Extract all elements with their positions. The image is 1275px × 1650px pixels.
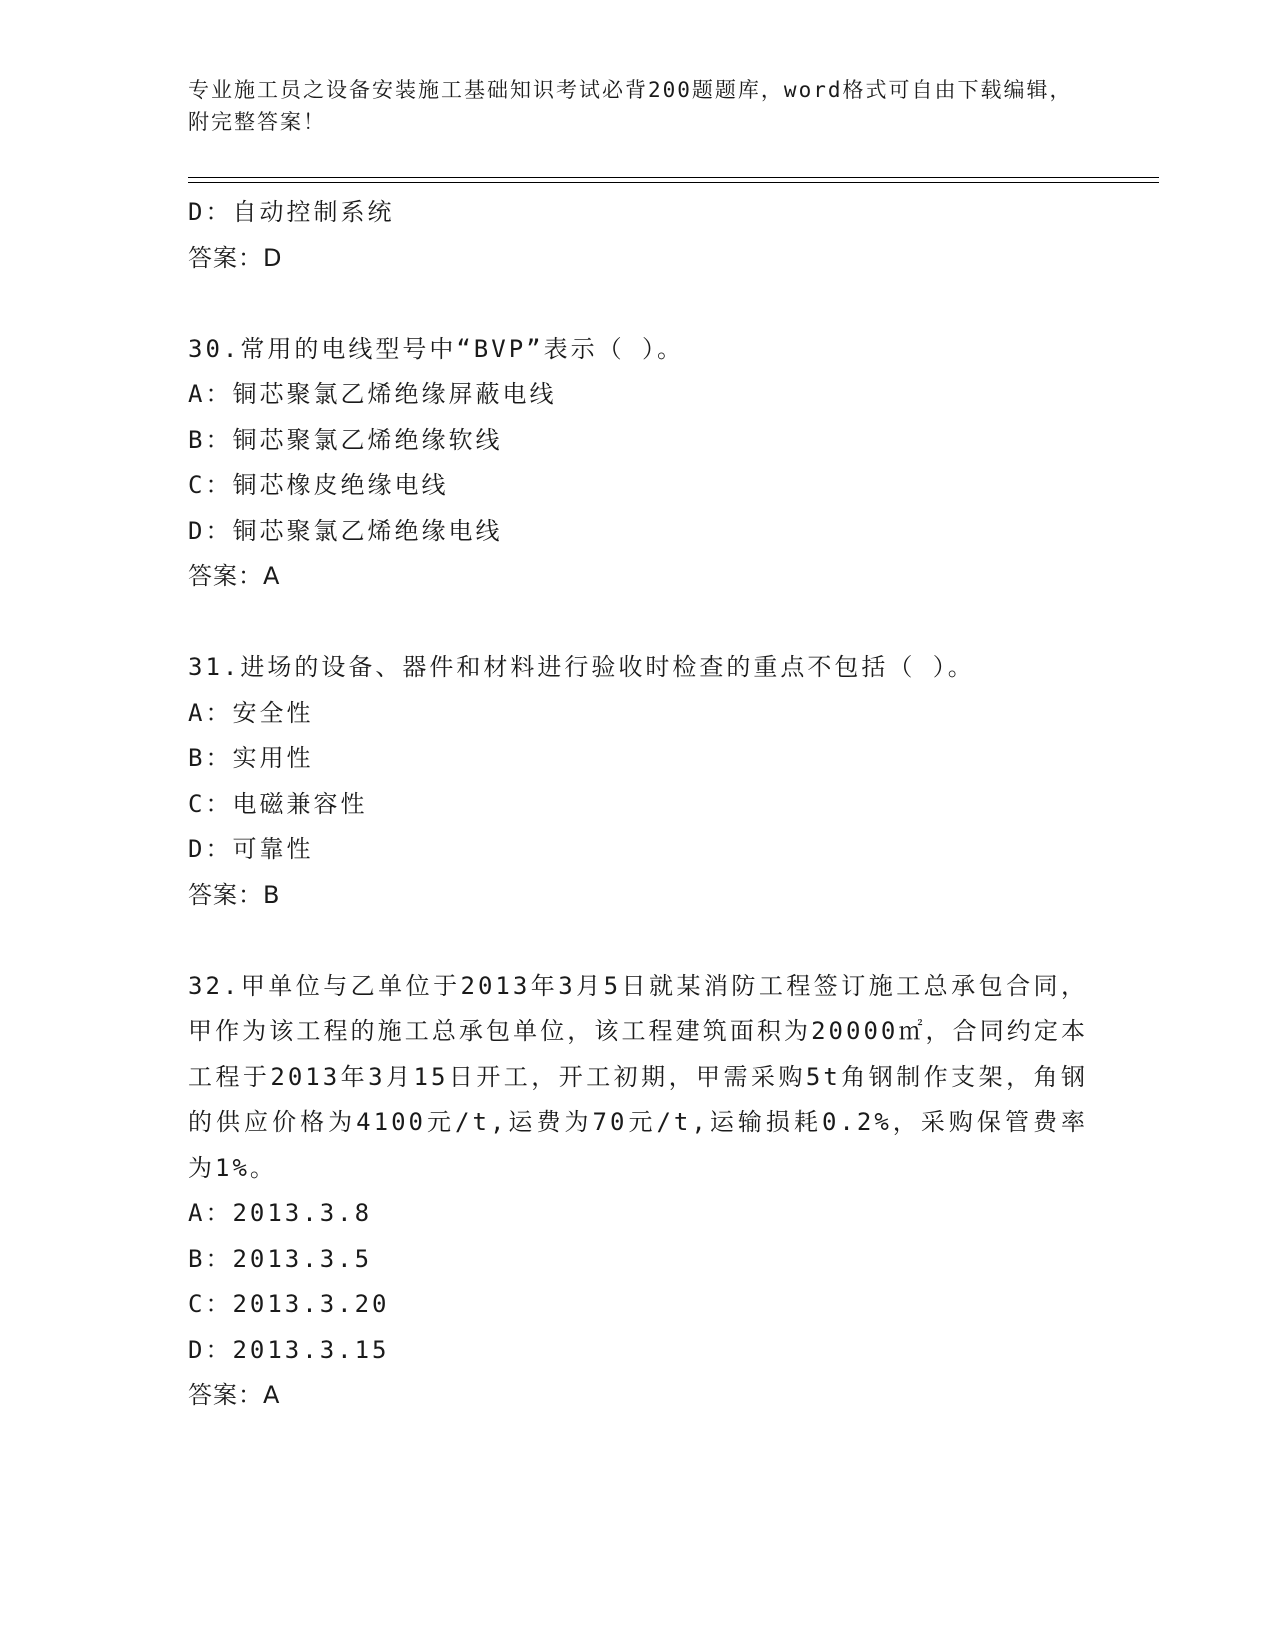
spacer — [188, 918, 1088, 964]
option-a: A：安全性 — [188, 698, 314, 727]
option-b: B：实用性 — [188, 744, 314, 772]
header-rule-bottom — [188, 182, 1159, 183]
option-b: B：铜芯聚氯乙烯绝缘软线 — [188, 425, 503, 454]
header-rule-top — [188, 177, 1159, 178]
question-content — [188, 190, 1088, 1419]
question-stem: 30.常用的电线型号中“BVP”表示（ ）。 — [188, 334, 685, 363]
question-30 — [188, 327, 1088, 600]
option-a: A：铜芯聚氯乙烯绝缘屏蔽电线 — [188, 380, 557, 408]
answer-label: 答案：B — [188, 880, 281, 909]
question-stem: 31.进场的设备、器件和材料进行验收时检查的重点不包括（ ）。 — [188, 653, 975, 681]
option-c: C：电磁兼容性 — [188, 789, 368, 818]
question-29-tail — [188, 190, 1088, 281]
option-d: D：自动控制系统 — [188, 198, 395, 226]
spacer — [188, 281, 1088, 327]
answer-label: 答案：A — [188, 1381, 281, 1409]
option-d: D：2013.3.15 — [188, 1335, 390, 1364]
answer-label: 答案：D — [188, 243, 283, 272]
question-32 — [188, 964, 1088, 1419]
answer-label: 答案：A — [188, 562, 281, 590]
option-d: D：可靠性 — [188, 835, 314, 863]
question-stem: 32.甲单位与乙单位于2013年3月5日就某消防工程签订施工总承包合同，甲作为该工程的施工总承包单位，该工程建筑面积为20000㎡，合同约定本工程于2013年3月15日开工，开工初期，甲需采购5t角钢制作支架，角钢的供应价格为4100元/t,运费为70元/t,运输损耗0.2%，采购保管费率为1%。 — [188, 971, 1088, 1182]
option-c: C：铜芯橡皮绝缘电线 — [188, 471, 449, 499]
question-31 — [188, 645, 1088, 918]
option-c: C：2013.3.20 — [188, 1290, 390, 1318]
spacer — [188, 600, 1088, 646]
option-a: A：2013.3.8 — [188, 1199, 373, 1227]
option-d: D：铜芯聚氯乙烯绝缘电线 — [188, 516, 503, 545]
option-b: B：2013.3.5 — [188, 1244, 373, 1273]
page-header: 专业施工员之设备安装施工基础知识考试必背200题题库，word格式可自由下载编辑，附完整答案！ — [188, 78, 1073, 134]
